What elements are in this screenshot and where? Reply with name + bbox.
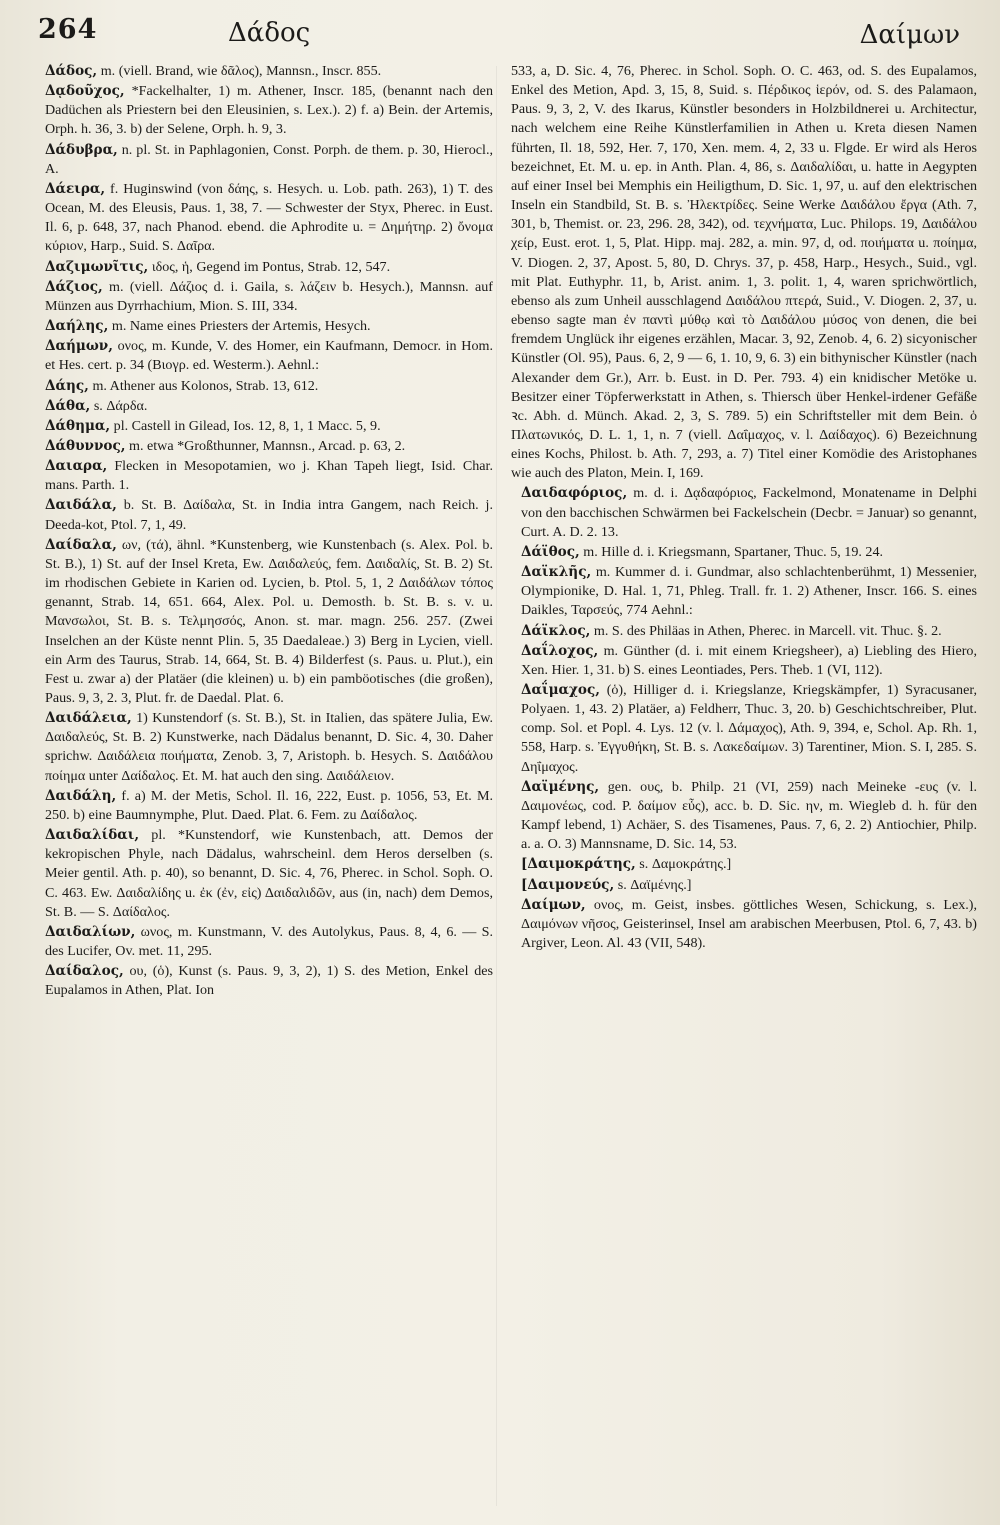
entry-headword: Δαιδαλίδαι, xyxy=(45,827,140,844)
dictionary-entry xyxy=(511,563,977,620)
entry-text: n. pl. St. in Paphlagonien, Const. Porph. de them. p. 30, Hierocl., A. xyxy=(45,141,493,177)
entry-headword: Δάθημα, xyxy=(45,417,111,434)
entry-text: gen. ους, b. Philp. 21 (VI, 259) nach Meineke -ευς (v. l. Δαιμονέως, cod. P. δαίμον εὖς), acc. b. D. Sic. ην, m. Wiegleb d. h. für den Kampf lebend, 1) Achäer, S. des Tisamenes, Paus. 7, 6, 2. 2) Antiochier, Philp. a. a. O. 3) Mannsname, D. Sic. 14, 53. xyxy=(521,778,977,853)
entry-headword: Δαίδαλα, xyxy=(45,536,117,553)
entry-text: ονος, m. Kunde, V. des Homer, ein Kaufmann, Democr. in Hom. et Hes. cert. p. 34 (Βιογρ. ed. Westerm.). Aehnl.: xyxy=(45,338,493,374)
entry-headword: Δαίμων, xyxy=(521,896,586,913)
entry-text: m. (viell. Brand, wie δᾶλος), Mannsn., Inscr. 855. xyxy=(100,63,382,79)
entry-text: m. (viell. Δάζιος d. i. Gaila, s. λάζειν b. Hesych.), Mannsn. auf Münzen aus Dyrrhachium, Mion. S. III, 334. xyxy=(45,278,493,314)
dictionary-entry xyxy=(35,457,493,495)
entry-headword: Δαίδαλος, xyxy=(45,963,124,980)
entry-headword: Δαήμων, xyxy=(45,338,113,355)
entry-text: m. etwa *Großthunner, Mannsn., Arcad. p. 63, 2. xyxy=(128,437,406,454)
guide-word-left: Δάδος xyxy=(228,18,311,48)
dictionary-entry xyxy=(511,543,977,562)
dictionary-entry xyxy=(35,923,493,961)
entry-text: m. Kummer d. i. Gundmar, also schlachtenberühmt, 1) Messenier, Olympionike, D. Hal. 1, 71, Phleg. Trall. fr. 1. 2) Athener, Inscr. 166. S. eines Daikles, Ταρσεύς, 774 Aehnl.: xyxy=(521,564,977,619)
dictionary-entry xyxy=(35,62,493,81)
entry-text: f. a) M. der Metis, Schol. Il. 16, 222, Eust. p. 1056, 53, Et. M. 250. b) eine Baumnymphe, Plut. Daed. Plat. 6. Fem. zu Δαίδαλος. xyxy=(45,787,493,823)
entry-headword: Δαΐμαχος, xyxy=(521,682,601,698)
entry-text: m. Günther (d. i. mit einem Kriegsheer), a) Liebling des Hiero, Xen. Hier. 1, 31. b) S. eines Leontiades, Pers. Theb. 1 (VI, 112). xyxy=(521,642,977,678)
dictionary-entry xyxy=(35,536,493,708)
entry-headword: Δαιδάλα, xyxy=(45,497,117,514)
entry-headword: Δαήλης, xyxy=(45,318,109,335)
dictionary-entry xyxy=(35,826,493,922)
dictionary-entry xyxy=(35,278,493,316)
dictionary-entry xyxy=(35,787,493,825)
entry-text: ου, (ὁ), Kunst (s. Paus. 9, 3, 2), 1) S. des Metion, Enkel des Eupalamos in Athen, Plat. Ion xyxy=(45,963,493,999)
dictionary-entry xyxy=(511,681,977,777)
entry-text: s. Δαμοκράτης.] xyxy=(639,856,732,873)
entry-text: m. Hille d. i. Kriegsmann, Spartaner, Thuc. 5, 19. 24. xyxy=(583,543,884,560)
entry-headword: Δάθυννος, xyxy=(45,437,126,454)
dictionary-entry xyxy=(35,377,493,396)
entry-headword: Δάθα, xyxy=(45,397,91,414)
entry-text: m. Athener aus Kolonos, Strab. 13, 612. xyxy=(92,377,319,394)
dictionary-entry xyxy=(35,141,493,179)
entry-text: ονος, m. Geist, insbes. göttliches Wesen, Schickung, s. Lex.), Δαιμόνων νῆσος, Geisterinsel, Insel am arabischen Meerbusen, Ptol. 6, 7, 43. b) Argiver, Leon. Al. 43 (VII, 548). xyxy=(521,896,977,952)
left-column xyxy=(35,62,493,1512)
entry-text: 1) Kunstendorf (s. St. B.), St. in Italien, das spätere Julia, Ew. Δαιδαλεύς, St. B. 2) Kunstwerke, nach Dädalus benannt, D. Sic. 4, 30. Daher sprichw. Δαιδάλεια ποιήματα, Zenob. 3, 7, Aristoph. b. Hesych. S. Δαιδάλου ποίημα unter Δαίδαλος. Et. M. hat auch den sing. Δαιδάλειον. xyxy=(45,710,493,784)
entry-text: ιδος, ἡ, Gegend im Pontus, Strab. 12, 547. xyxy=(151,258,391,275)
entry-text: Flecken in Mesopotamien, wo j. Khan Tapeh liegt, Isid. Char. mans. Parth. 1. xyxy=(45,458,493,494)
entry-headword: Δαιδαφόριος, xyxy=(521,485,628,502)
entry-headword: Δάδος, xyxy=(45,63,98,79)
dictionary-entry xyxy=(511,642,977,680)
entry-text: m. d. i. Δᾳδαφόριος, Fackelmond, Monatename in Delphi von den bacchischen Schwärmen bei Fackelschein (Decbr. = Januar) so genannt, Curt. A. D. 2. 13. xyxy=(521,485,977,540)
entry-headword: Δάης, xyxy=(45,377,89,394)
dictionary-entry xyxy=(511,876,977,895)
entry-headword: Δάϊθος, xyxy=(521,543,580,560)
entry-headword: [Δαιμονεύς, xyxy=(521,876,615,893)
right-column xyxy=(511,62,977,1512)
entry-headword: Δαιδάλεια, xyxy=(45,710,132,727)
dictionary-entry xyxy=(35,258,493,277)
entry-text: ωνος, m. Kunstmann, V. des Autolykus, Paus. 8, 4, 6. — S. des Lucifer, Ov. met. 11, 295. xyxy=(45,923,493,960)
dictionary-entry xyxy=(35,337,493,375)
entry-text: m. S. des Philäas in Athen, Pherec. in Marcell. vit. Thuc. §. 2. xyxy=(593,622,942,639)
entry-text: *Fackelhalter, 1) m. Athener, Inscr. 185, (benannt nach den Dadüchen als Priestern bei den Eleusinien, s. Lex.). 2) f. a) Bein. der Artemis, Orph. h. 36, 3. b) der Selene, Orph. h. 9, 3. xyxy=(45,83,493,138)
dictionary-entry xyxy=(35,962,493,1000)
entry-headword: Δαιδάλη, xyxy=(45,787,117,804)
entry-headword: Δαϊμένης, xyxy=(521,778,600,795)
dictionary-entry xyxy=(511,855,977,874)
entry-headword: Δάϊκλος, xyxy=(521,622,591,639)
dictionary-entry xyxy=(35,417,493,436)
entry-headword: Δαιδαλίων, xyxy=(45,923,136,940)
entry-text: m. Name eines Priesters der Artemis, Hesych. xyxy=(111,318,371,335)
dictionary-entry xyxy=(35,709,493,786)
dictionary-entry xyxy=(35,82,493,139)
dictionary-entry xyxy=(511,778,977,855)
page-number: 264 xyxy=(38,14,98,45)
dictionary-entry xyxy=(35,496,493,534)
dictionary-entry xyxy=(511,62,977,483)
dictionary-entry xyxy=(35,397,493,416)
entry-headword: Δαιαρα, xyxy=(45,458,108,475)
entry-text: pl. Castell in Gilead, Ios. 12, 8, 1, 1 Macc. 5, 9. xyxy=(113,417,381,434)
column-divider xyxy=(496,66,497,1506)
entry-headword: Δάειρα, xyxy=(45,180,106,197)
dictionary-entry xyxy=(35,180,493,257)
entry-headword: Δάδυβρα, xyxy=(45,141,118,158)
entry-headword: Δαΐλοχος, xyxy=(521,642,599,659)
entry-text: (ὁ), Hilliger d. i. Kriegslanze, Kriegskämpfer, 1) Syracusaner, Polyaen. 1, 43. 2) Platäer, a) Feldherr, Thuc. 3, 20. b) Geschichtschreiber, Plut. comp. Sol. et Popl. 4. Lys. 12 (v. l. Δάμαχος), Ath. 9, 394, e, Schol. Ap. Rh. 1, 558, Harp. s. Ἐγγυθήκη, St. B. s. Λακεδαίμων. 3) Tarentiner, Mion. S. I, 285. S. Δηΐμαχος. xyxy=(521,682,977,775)
entry-text: 533, a, D. Sic. 4, 76, Pherec. in Schol. Soph. O. C. 463, od. S. des Eupalamos, Enkel des Metion, Apd. 3, 15, 8, Suid. s. Πέρδικος ἱερόν, od. S. des Palamaon, Paus. 9, 3, 2, V. des Ikarus, Künstler besonders in Holzbildnerei u. Architectur, nach welchem eine Reihe Künstlerfamilien in Athen u. Kreta diesen Namen führten, Il. 18, 592, Her. 7, 170, Xen. mem. 4, 2, 33 u. Flgde. Er wird als Heros bezeichnet, Et. M. u. ep. in Anth. Plan. 4, 86, s. Δαιδαλίδαι, u. hatte in Aegypten auf einer Insel bei Memphis ein Heiligthum, D. Sic. 1, 97, u. auf den elektrischen Inseln ein Standbild, St. B. s. Ἠλεκτρίδες. Seine Werke Δαιδάλου ἔργα (Ath. 7, 301, b, Themist. or. 23, 296. 28, 342), od. τεχνήματα, Luc. Philops. 19, Δαιδάλου χείρ, Eust. erot. 1, 5, Plat. Hipp. maj. 282, a. min. 97, d, od. ποιήματα u. ποίημα, V. Diogen. 2, 37, Apost. 5, 80, D. Chrys. 37, p. 458, Harp., Hesych., Suid., vgl. mit Plat. Euthyphr. 11, b, Arist. anim. 1, 3. polit. 1, 4, waren sprichwörtlich, ebenso als zum Unheil ausschlagend Δαιδάλου πτερά, Suid., V. Diogen. 2, 37, u. ebenso sagte man ἐν παντὶ μύθῳ καὶ τὸ Δαιδάλου μύσος von denen, die bei fremdem Unglück ihr eigenes erzählen, Macar. 3, 92, Zenob. 4, 6. 2) sicyonischer Künstler (Ol. 95), Paus. 6, 2, 9 — 6, 1. 10, 9, 6. 3) ein bithynischer Künstler (nach Alexander dem Gr.), Arr. b. Eust. in D. Per. 793. 4) ein knidischer Metöke u. Besitzer einer Töpferwerkstatt in Athen, s. Thiersch über Henkel-irdener Gefäße ꝛc. Abh. d. Münch. Akad. 2, 3, S. 789. 5) ein Schriftsteller mit dem Bein. ὁ Πλατωνικός, D. L. 1, 1, n. 7 (viell. Δαΐμαχος, v. l. Δαίδαχος). 6) Bezeichnung eines Kochs, Philost. b. Ath. 7, 293, a. 7) Titel einer Komödie des Aristophanes wie auch des Platon, Mein. I, 169. xyxy=(511,63,977,482)
dictionary-entry xyxy=(511,484,977,541)
entry-text: ων, (τά), ähnl. *Kunstenberg, wie Kunstenbach (s. Alex. Pol. b. St. B.), 1) St. auf der Insel Kreta, Ew. Δαιδαλεύς, fem. Δαιδαλίς, St. B. 2) St. im rhodischen Gebiete in Karien od. Lycien, b. Ptol. 5, 1, 2 Δαιδάλων τόπος genannt, Strab. 14, 651. 664, Alex. Pol. u. Demosth. b. St. B. s. v. u. Μανσωλοι, St. B. s. Τελμησσός, Anon. st. mar. magn. 256. 257. (Zwei Inselchen an der Küste nennt Plin. 5, 35 Daedaleae.) 3) Berg in Lycien, viell. ein Arm des Taurus, Strab. 14, 664, St. B. 4) Bilderfest (s. Paus. u. Plut.), ein Fest u. zwar a) der Platäer (die kleinen) u. b) ein pamböotisches (die großen), Paus. 9, 3, 2. 3, Plut. fr. de Daedal. Plat. 6. xyxy=(45,536,493,706)
entry-headword: [Δαιμοκράτης, xyxy=(521,856,636,873)
entry-text: s. Δάρδα. xyxy=(93,397,148,414)
entry-text: s. Δαϊμένης.] xyxy=(617,876,692,893)
entry-text: f. Huginswind (von δάης, s. Hesych. u. Lob. path. 263), 1) T. des Ocean, M. des Eleusis, Paus. 1, 38, 7. — Schwester der Styx, Pherec. in Eust. Il. 6, p. 648, 37, nach Phanod. ebend. die Aphrodite u. = Δημήτηρ. 2) ὄνομα κύριον, Harp., Suid. S. Δαῖρα. xyxy=(45,180,493,255)
entry-headword: Δαϊκλῆς, xyxy=(521,564,592,581)
entry-text: pl. *Kunstendorf, wie Kunstenbach, att. Demos der kekropischen Phyle, nach Dädalus, wahrscheinl. dem Heros derselben (s. Meier gentil. Ath. p. 40), so benannt, D. Sic. 4, 76, Pherec. in Schol. Soph. O. C. 463. Ew. Δαιδαλίδης u. ἐκ (ἐν, εἰς) Δαιδαλιδῶν, aus (in, nach) dem Demos, St. B. — S. Δαίδαλος. xyxy=(45,827,493,920)
entry-headword: Δάζιος, xyxy=(45,278,103,295)
entry-headword: Δαζιμωνῖτις, xyxy=(45,258,149,275)
dictionary-entry xyxy=(511,622,977,641)
guide-word-right: Δαίμων xyxy=(859,20,960,50)
entry-headword: Δᾳδοῦχος, xyxy=(45,83,125,100)
page-header xyxy=(38,10,978,54)
dictionary-entry xyxy=(511,896,977,953)
dictionary-entry xyxy=(35,317,493,336)
dictionary-entry xyxy=(35,437,493,456)
entry-text: b. St. B. Δαίδαλα, St. in India intra Gangem, nach Reich. j. Deeda-kot, Ptol. 7, 1, 49. xyxy=(45,497,493,533)
